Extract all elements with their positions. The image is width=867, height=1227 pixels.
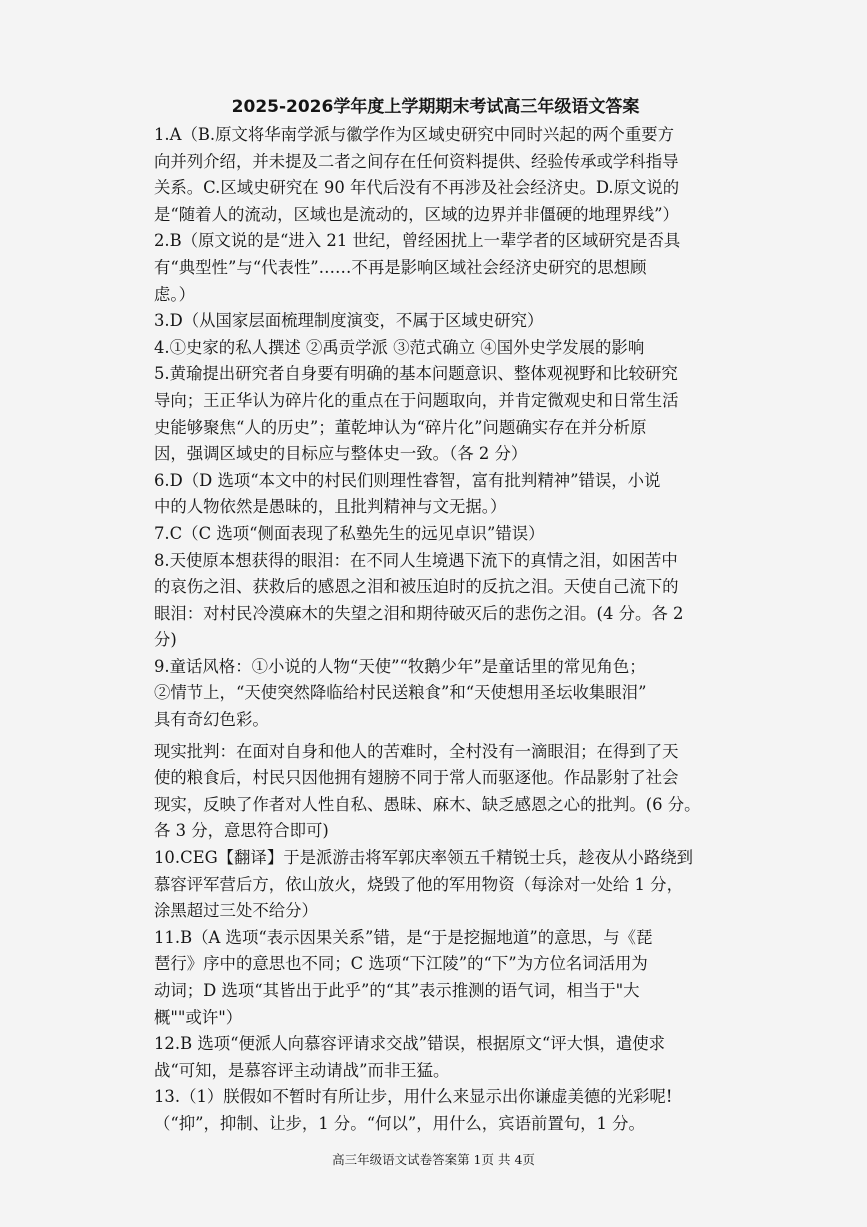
answer-line: 4.①史家的私人撰述 ②禹贡学派 ③范式确立 ④国外史学发展的影响: [154, 337, 645, 357]
answer-line: 2.B（原文说的是“进入 21 世纪，曾经困扰上一辈学者的区域研究是否具: [154, 231, 681, 251]
answer-paragraph: [154, 122, 717, 228]
answer-paragraph: [154, 228, 717, 308]
answer-line: 眼泪：对村民冷漠麻木的失望之泪和期待破灭后的悲伤之泪。(4 分。各 2: [154, 603, 684, 623]
answer-line: 13.（1）朕假如不暂时有所让步，用什么来显示出你谦虚美德的光彩呢!: [154, 1087, 673, 1107]
answer-paragraph: [154, 654, 717, 734]
answer-line: 现实，反映了作者对人性自私、愚昧、麻木、缺乏感恩之心的批判。(6 分。: [154, 794, 701, 814]
answer-paragraph: [154, 845, 717, 925]
answer-paragraph: [154, 361, 717, 467]
answer-line: 中的人物依然是愚昧的，且批判精神与文无据。）: [154, 497, 507, 517]
answer-line: 3.D（从国家层面梳理制度演变，不属于区域史研究）: [154, 311, 544, 331]
answer-line: 10.CEG【翻译】于是派游击将军郭庆率领五千精锐士兵，趁夜从小路绕到: [154, 848, 693, 868]
answer-line: 关系。C.区域史研究在 90 年代后没有不再涉及社会经济史。D.原文说的: [154, 178, 680, 198]
answer-line: 7.C（C 选项“侧面表现了私塾先生的远见卓识”错误）: [154, 523, 545, 543]
answer-line: 概""或许"）: [154, 1007, 243, 1027]
answer-line: 史能够聚焦“人的历史”；董乾坤认为“碎片化”问题确实存在并分析原: [154, 417, 647, 437]
answer-paragraph: [154, 1084, 717, 1137]
answer-paragraph: [154, 468, 717, 521]
answer-line: 因，强调区域史的目标应与整体史一致。（各 2 分）: [154, 444, 528, 464]
answer-line: 分): [154, 630, 177, 650]
answer-line: 慕容评军营后方，依山放火，烧毁了他的军用物资（每涂对一处给 1 分，: [154, 874, 683, 894]
answer-paragraph: [154, 308, 717, 335]
answer-paragraph: [154, 925, 717, 1031]
answer-line: 琶行》序中的意思也不同；C 选项“下江陵”的“下”为方位名词活用为: [154, 954, 648, 974]
answer-line: 的哀伤之泪、获救后的感恩之泪和被压迫时的反抗之泪。天使自己流下的: [154, 577, 679, 597]
answer-paragraph: [154, 335, 717, 362]
answer-line: 5.黄瑜提出研究者自身要有明确的基本问题意识、整体观视野和比较研究: [154, 364, 678, 384]
page-footer: 高三年级语文试卷答案第 1页 共 4页: [332, 1152, 535, 1167]
answer-line: 11.B（A 选项“表示因果关系”错，是“于是挖掘地道”的意思，与《琵: [154, 927, 653, 947]
answer-line: 向并列介绍，并未提及二者之间存在任何资料提供、经验传承或学科指导: [154, 151, 679, 171]
answer-line: ②情节上，“天使突然降临给村民送粮食”和“天使想用圣坛收集眼泪”: [154, 683, 647, 703]
answer-line: 1.A（B.原文将华南学派与徽学作为区域史研究中同时兴起的两个重要方: [154, 125, 675, 144]
answer-line: 9.童话风格：①小说的人物“天使”“牧鹅少年”是童话里的常见角色；: [154, 656, 646, 676]
answer-line: 12.B 选项“便派人向慕容评请求交战”错误，根据原文“评大惧，遣使求: [154, 1034, 666, 1054]
answer-line: 具有奇幻色彩。: [154, 710, 269, 730]
answer-line: 导向；王正华认为碎片化的重点在于问题取向，并肯定微观史和日常生活: [154, 390, 679, 410]
answer-paragraph: [154, 521, 717, 548]
answer-line: 各 3 分，意思符合即可): [154, 821, 329, 841]
answer-line: 有“典型性”与“代表性”……不再是影响区域社会经济史研究的思想顾: [154, 257, 647, 277]
document-title: 2025-2026学年度上学期期末考试高三年级语文答案: [231, 97, 640, 117]
answer-line: 是“随着人的流动，区域也是流动的，区域的边界并非僵硬的地理界线”）: [154, 204, 679, 224]
answer-paragraph: [154, 1031, 717, 1084]
answer-line: 现实批判：在面对自身和他人的苦难时，全村没有一滴眼泪；在得到了天: [154, 741, 679, 761]
answer-line: 战“可知，是慕容评主动请战”而非王猛。: [154, 1060, 450, 1080]
answer-content: [154, 122, 717, 1138]
answer-line: 6.D（D 选项“本文中的村民们则理性睿智，富有批判精神”错误，小说: [154, 470, 661, 490]
answer-line: 动词；D 选项“其皆出于此乎”的“其”表示推测的语气词，相当于"大: [154, 981, 640, 1000]
answer-line: 使的粮食后，村民只因他拥有翅膀不同于常人而驱逐他。作品影射了社会: [154, 768, 679, 788]
answer-line: （“抑”，抑制、让步，1 分。“何以”，用什么，宾语前置句，1 分。: [154, 1113, 645, 1133]
answer-line: 虑。）: [154, 284, 195, 304]
answer-paragraph: [154, 548, 717, 654]
answer-line: 涂黑超过三处不给分）: [154, 901, 318, 921]
answer-line: 8.天使原本想获得的眼泪：在不同人生境遇下流下的真情之泪，如困苦中: [154, 550, 678, 570]
answer-paragraph: [154, 739, 717, 845]
